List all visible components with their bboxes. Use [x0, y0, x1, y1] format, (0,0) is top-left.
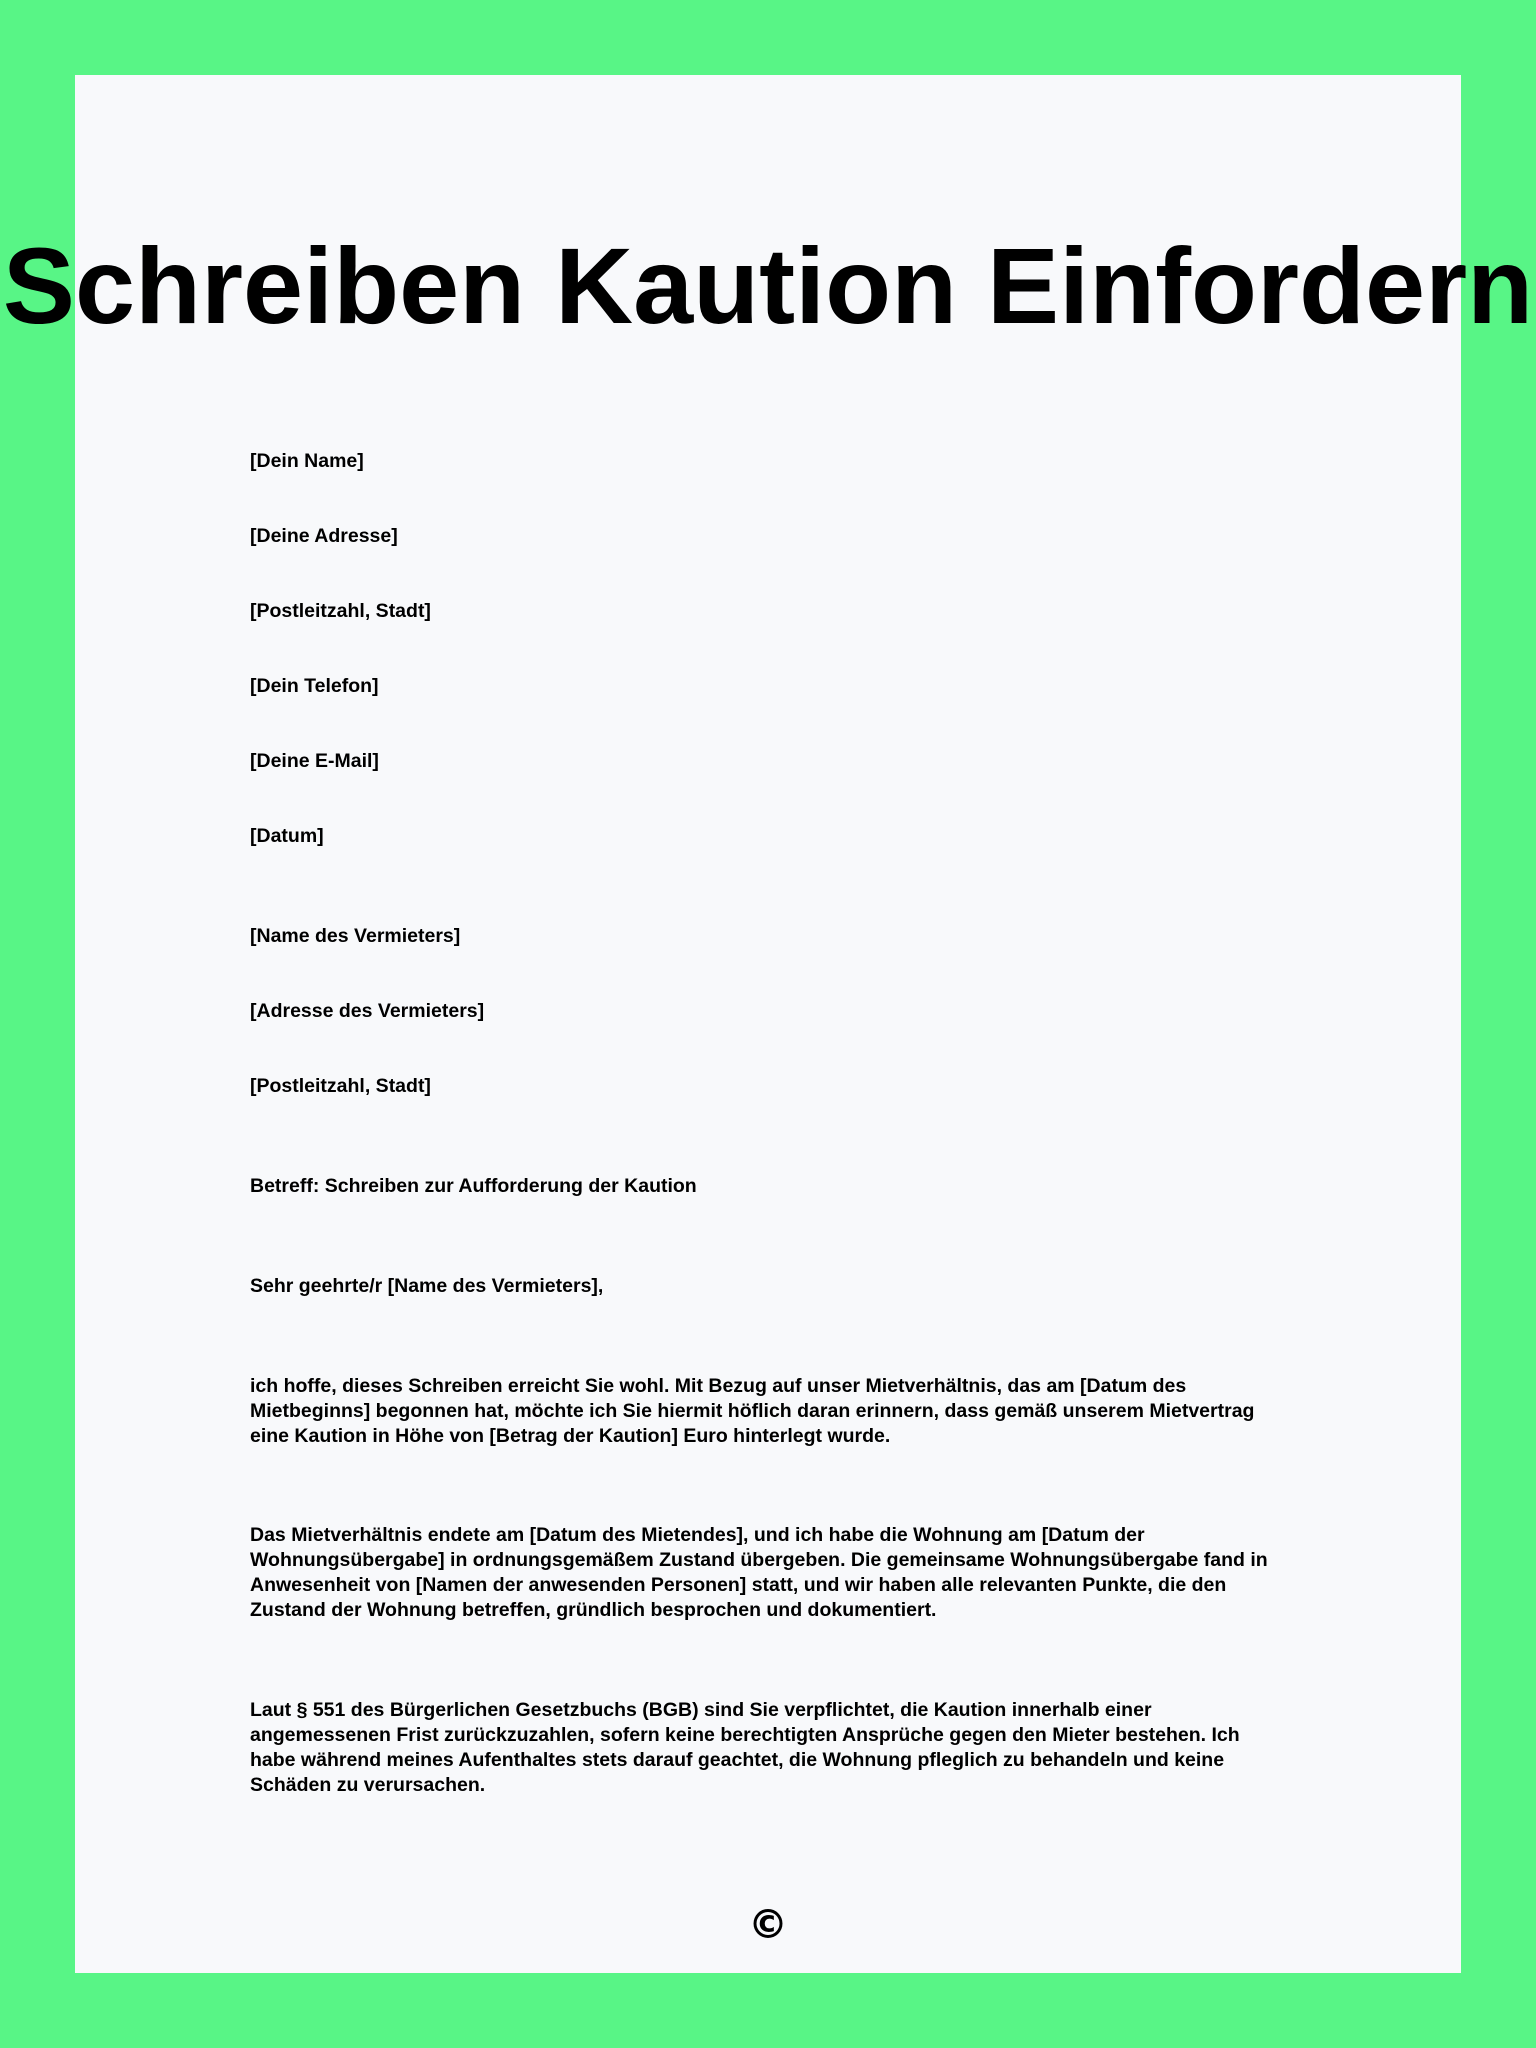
sender-zip-city: [Postleitzahl, Stadt] [250, 600, 431, 622]
document-title: Schreiben Kaution Einfordern [2, 225, 1534, 346]
body-paragraph-2: Das Mietverhältnis endete am [Datum des Mietendes], und ich habe die Wohnung am [Datum der Wohnungsübergabe] in ordnungsgemäßem Zustand übergeben. Die gemeinsame Wohnungsübergabe fand in Anwesenheit von [Namen der anwesenden Personen] statt, und wir haben alle relevanten Punkte, die den Zustand der Wohnung betreffen, gründlich besprochen und dokumentiert. [250, 1524, 1268, 1621]
copyright-icon: © [748, 1902, 788, 1948]
body-paragraph-1: ich hoffe, dieses Schreiben erreicht Sie wohl. Mit Bezug auf unser Mietverhältnis, das am [Datum des Mietbeginns] begonnen hat, möchte ich Sie hiermit höflich daran erinnern, dass gemäß unserem Mietvertrag eine Kaution in Höhe von [Betrag der Kaution] Euro hinterlegt wurde. [250, 1375, 1255, 1447]
document-page [75, 75, 1461, 1973]
sender-address: [Deine Adresse] [250, 525, 398, 547]
letter-salutation: Sehr geehrte/r [Name des Vermieters], [250, 1275, 604, 1297]
recipient-name: [Name des Vermieters] [250, 925, 461, 947]
letter-date: [Datum] [250, 825, 324, 847]
body-paragraph-3: Laut § 551 des Bürgerlichen Gesetzbuchs (BGB) sind Sie verpflichtet, die Kaution innerhalb einer angemessenen Frist zurückzuzahlen, sofern keine berechtigten Ansprüche gegen den Mieter bestehen. Ich habe während meines Aufenthaltes stets darauf geachtet, die Wohnung pfleglich zu behandeln und keine Schäden zu verursachen. [250, 1699, 1240, 1796]
sender-phone: [Dein Telefon] [250, 675, 379, 697]
sender-name: [Dein Name] [250, 450, 364, 472]
recipient-address: [Adresse des Vermieters] [250, 1000, 485, 1022]
recipient-zip-city: [Postleitzahl, Stadt] [250, 1075, 431, 1097]
sender-email: [Deine E-Mail] [250, 750, 379, 772]
letter-subject: Betreff: Schreiben zur Aufforderung der Kaution [250, 1175, 697, 1197]
